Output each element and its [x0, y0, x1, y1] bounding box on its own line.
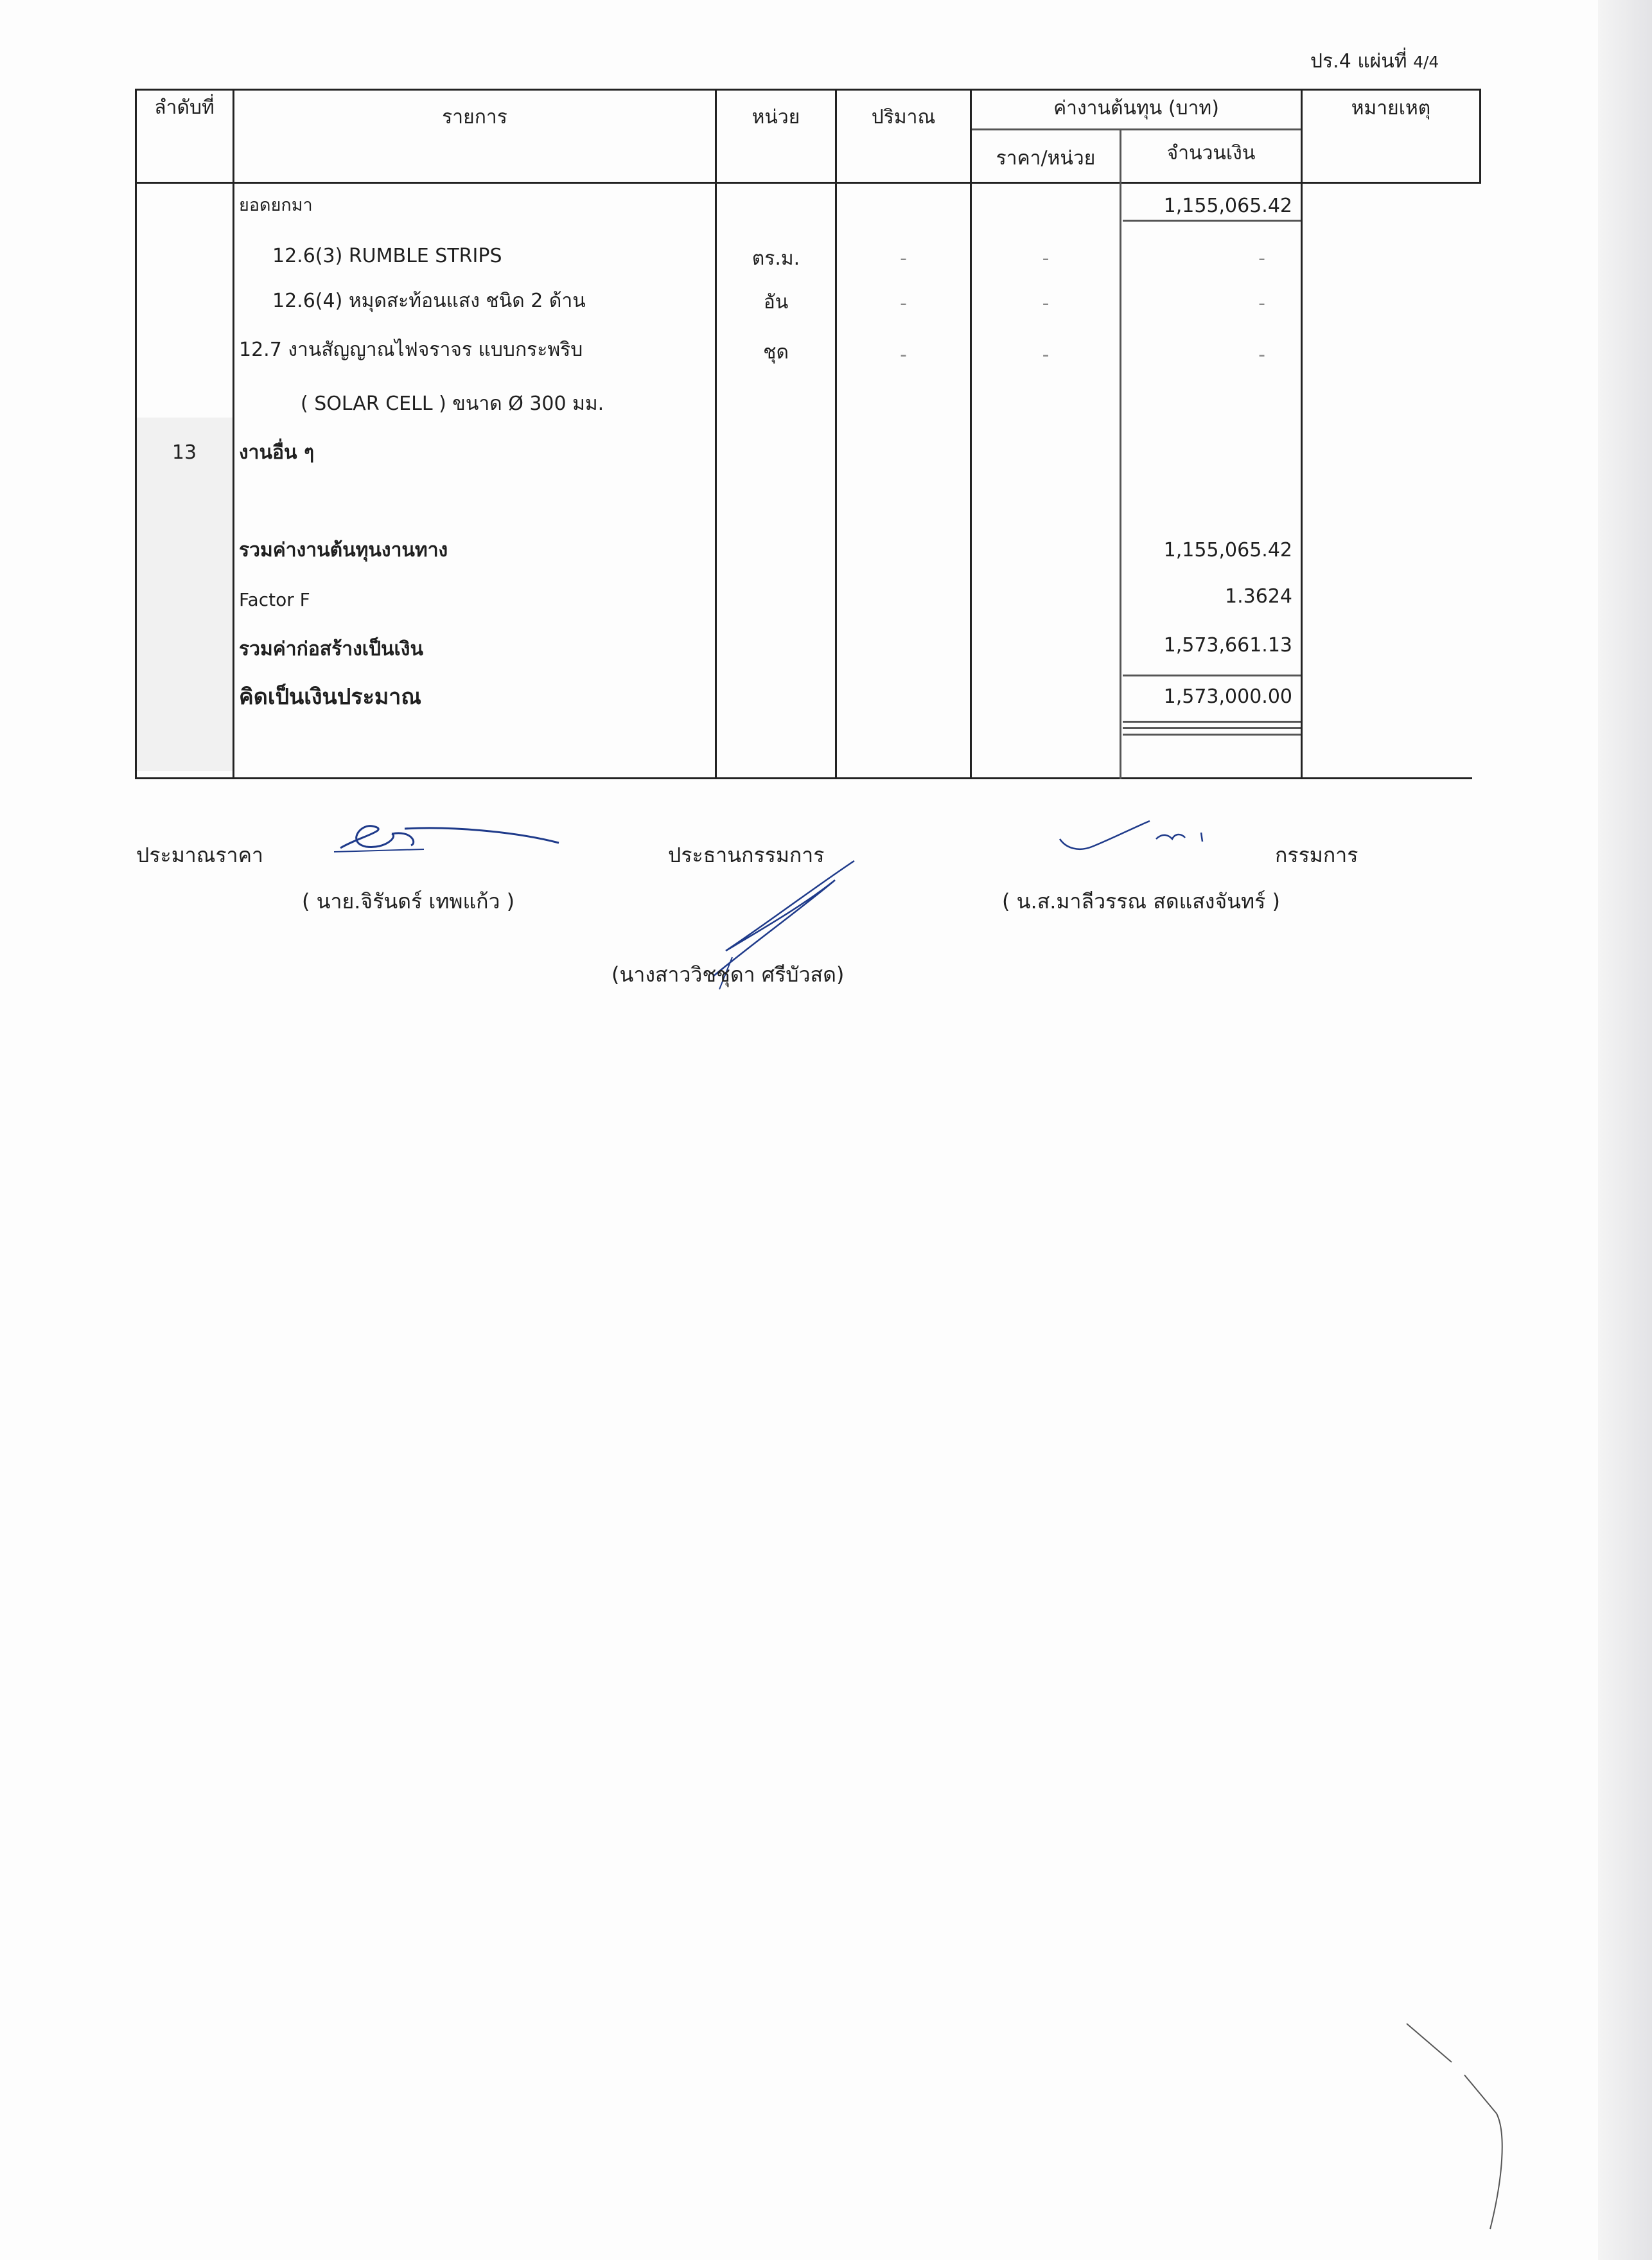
- row-marker-item: 12.6(4) หมุดสะท้อนแสง ชนิด 2 ด้าน: [272, 290, 586, 312]
- header-cost: ค่างานต้นทุน (บาท): [1053, 97, 1219, 119]
- table-bottom-border: [135, 777, 1472, 779]
- col-line-unit: [835, 89, 837, 779]
- row-signal-item: 12.7 งานสัญญาณไฟจราจร แบบกระพริบ: [239, 339, 583, 361]
- header-unit: หน่วย: [751, 106, 800, 128]
- row-rumble-item: 12.6(3) RUMBLE STRIPS: [272, 245, 502, 267]
- factor-value: 1.3624: [1225, 585, 1292, 608]
- member-signature: [1053, 813, 1272, 865]
- total-cost-label: รวมค่างานต้นทุนงานทาง: [239, 539, 448, 561]
- header-amount: จำนวนเงิน: [1166, 142, 1256, 164]
- header-remark: หมายเหตุ: [1351, 97, 1431, 119]
- row-rumble-qty: -: [900, 247, 907, 270]
- header-no: ลำดับที่: [154, 96, 215, 119]
- member-role: กรรมการ: [1275, 843, 1358, 867]
- signature-section: [0, 790, 1652, 1034]
- estimate-box-top-2: [1123, 727, 1301, 729]
- col-line-no: [233, 89, 234, 779]
- estimate-box-line: [1123, 734, 1301, 736]
- col-line-item: [715, 89, 717, 779]
- estimate-value: 1,573,000.00: [1163, 685, 1292, 708]
- estimate-box-top: [1123, 721, 1301, 723]
- chair-role: ประธานกรรมการ: [668, 843, 825, 867]
- col-line-left: [135, 89, 137, 779]
- col-line-qty: [970, 89, 972, 779]
- col-line-price: [1120, 128, 1121, 779]
- col-line-right: [1479, 89, 1481, 184]
- estimator-signature: [321, 817, 578, 862]
- carried-forward-label: ยอดยกมา: [239, 195, 313, 215]
- row-13-item: งานอื่น ๆ: [239, 441, 315, 464]
- row-marker-qty: -: [900, 292, 907, 315]
- carried-box-line: [1123, 220, 1301, 222]
- row-rumble-unit: ตร.ม.: [751, 247, 800, 270]
- row-marker-price: -: [1042, 292, 1050, 315]
- row-13-no: 13: [171, 441, 197, 464]
- total-cost-value: 1,155,065.42: [1163, 539, 1292, 561]
- row-signal-qty: -: [900, 344, 907, 366]
- header-qty: ปริมาณ: [871, 106, 936, 128]
- row-signal-price: -: [1042, 344, 1050, 366]
- construction-value: 1,573,661.13: [1163, 634, 1292, 657]
- table-top-border: [135, 89, 1481, 91]
- estimator-name: ( นาย.จิรันดร์ เทพแก้ว ): [302, 889, 515, 914]
- header-item: รายการ: [442, 106, 507, 128]
- construction-label: รวมค่าก่อสร้างเป็นเงิน: [239, 638, 423, 660]
- estimate-label: คิดเป็นเงินประมาณ: [239, 684, 421, 710]
- carried-forward-amount: 1,155,065.42: [1163, 195, 1292, 217]
- factor-label: Factor F: [239, 589, 310, 610]
- construction-box-top: [1123, 675, 1301, 676]
- row-signal-unit: ชุด: [763, 341, 789, 364]
- page-corner-mark: [1400, 2017, 1516, 2248]
- chair-name: (นางสาววิชชุดา ศรีบัวสด): [611, 962, 845, 987]
- row-signal-item-cont: ( SOLAR CELL ) ขนาด Ø 300 มม.: [301, 393, 604, 415]
- cost-subheader-line: [970, 128, 1301, 130]
- sheet-number: ปร.4 แผ่นที่ 4/4: [1310, 50, 1439, 73]
- page-edge-shadow: [1598, 0, 1652, 2260]
- row-marker-unit: อัน: [763, 291, 789, 313]
- header-bottom-border: [135, 182, 1481, 184]
- row-signal-amount: -: [1258, 344, 1265, 366]
- row-rumble-price: -: [1042, 247, 1050, 270]
- header-unit-price: ราคา/หน่วย: [996, 147, 1096, 170]
- col-line-amount: [1301, 89, 1303, 779]
- row-marker-amount: -: [1258, 292, 1265, 315]
- row-13-shade: [136, 418, 233, 771]
- row-rumble-amount: -: [1258, 247, 1265, 270]
- member-name: ( น.ส.มาลีวรรณ สดแสงจันทร์ ): [1002, 889, 1280, 914]
- estimator-role: ประมาณราคา: [136, 843, 263, 867]
